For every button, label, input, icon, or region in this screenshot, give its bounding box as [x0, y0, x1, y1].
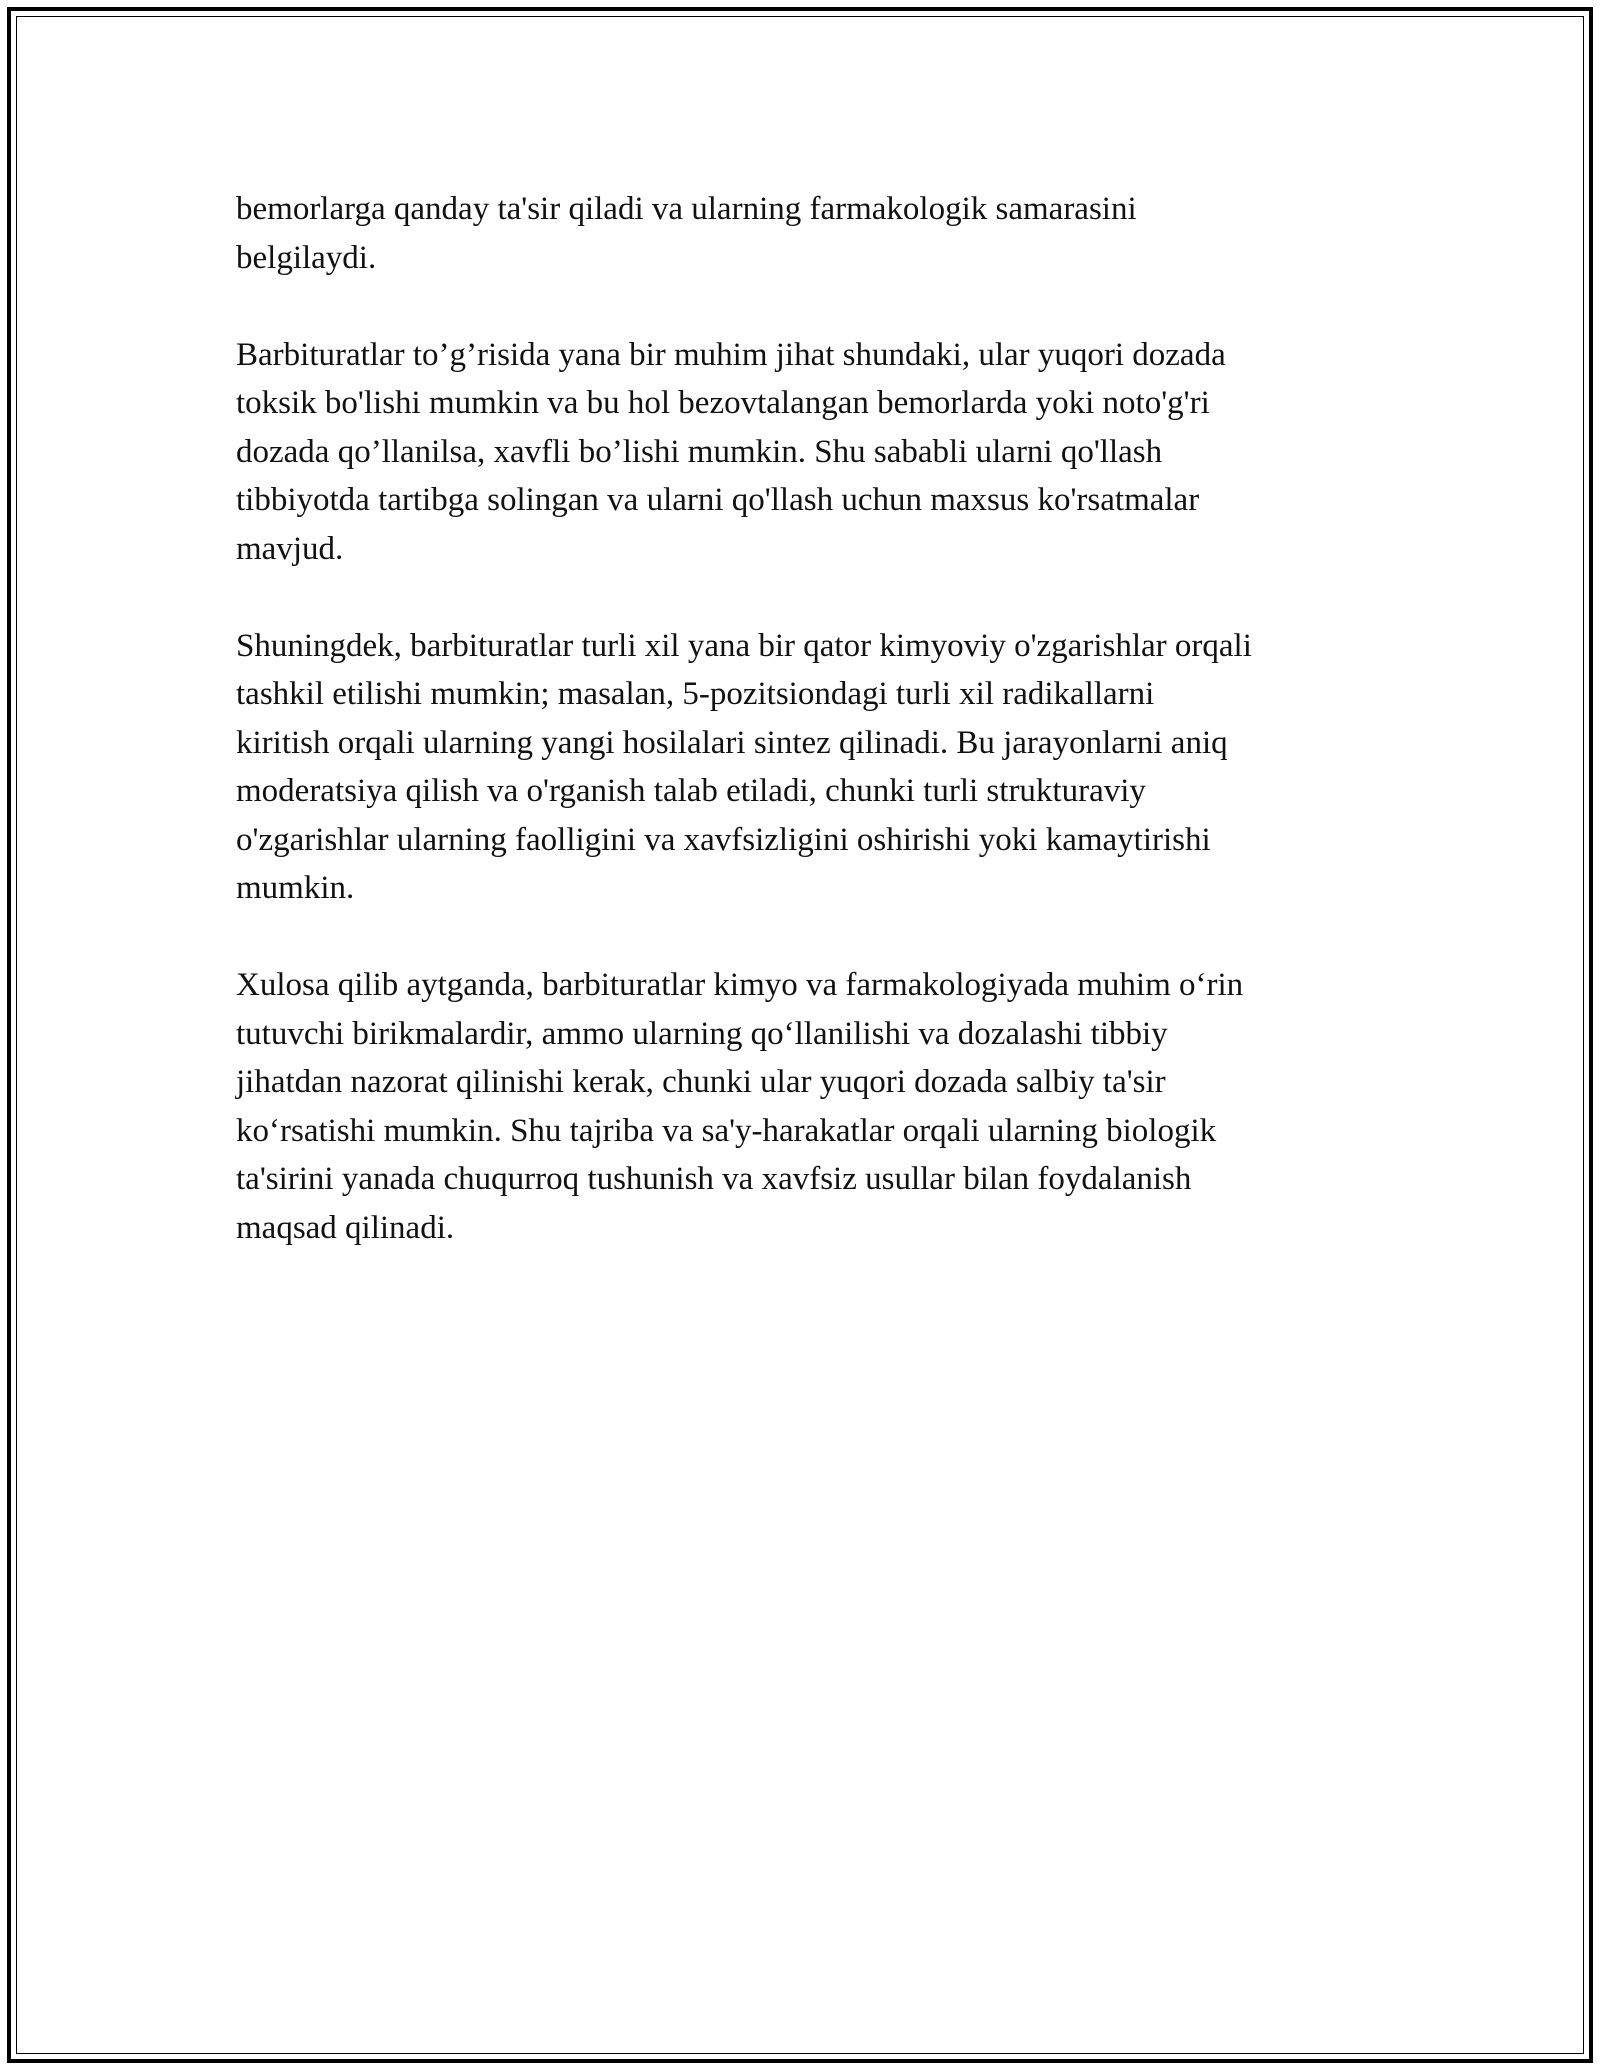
text-line: o'zgarishlar ularning faolligini va xavfsizligini oshirishi yoki kamaytirishi: [236, 821, 1211, 858]
paragraph-4: [236, 961, 1376, 1252]
text-line: jihatdan nazorat qilinishi kerak, chunki ular yuqori dozada salbiy ta'sir: [236, 1064, 1166, 1100]
text-line: tashkil etilishi mumkin; masalan, 5-pozitsiondagi turli xil radikallarni: [236, 676, 1155, 712]
text-line: mavjud.: [236, 530, 344, 567]
paragraph-2: [236, 331, 1376, 574]
text-line: bemorlarga qanday ta'sir qiladi va ularning farmakologik samarasini: [236, 191, 1137, 227]
text-line: moderatsiya qilish va o'rganish talab etiladi, chunki turli strukturaviy: [236, 773, 1146, 809]
text-line: toksik bo'lishi mumkin va bu hol bezovtalangan bemorlarda yoki noto'g'ri: [236, 385, 1210, 421]
text-line: ko‘rsatishi mumkin. Shu tajriba va sa'y-harakatlar orqali ularning biologik: [236, 1112, 1217, 1149]
text-line: maqsad qilinadi.: [236, 1209, 455, 1246]
text-line: ta'sirini yanada chuqurroq tushunish va xavfsiz usullar bilan foydalanish: [236, 1161, 1192, 1197]
text-line: kiritish orqali ularning yangi hosilalari sintez qilinadi. Bu jarayonlarni aniq: [236, 724, 1228, 761]
text-line: dozada qo’llanilsa, xavfli bo’lishi mumkin. Shu sababli ularni qo'llash: [236, 433, 1163, 470]
document-body: [236, 185, 1376, 1301]
text-line: Barbituratlar to’g’risida yana bir muhim jihat shundaki, ular yuqori dozada: [236, 336, 1226, 373]
text-line: mumkin.: [236, 870, 355, 906]
text-line: Xulosa qilib aytganda, barbituratlar kimyo va farmakologiyada muhim o‘rin: [236, 967, 1244, 1003]
paragraph-3: [236, 622, 1376, 913]
text-line: tutuvchi birikmalardir, ammo ularning qo‘llanilishi va dozalashi tibbiy: [236, 1015, 1168, 1052]
text-line: belgilaydi.: [236, 239, 377, 276]
text-line: tibbiyotda tartibga solingan va ularni qo'llash uchun maxsus ko'rsatmalar: [236, 482, 1200, 518]
text-line: Shuningdek, barbituratlar turli xil yana bir qator kimyoviy o'zgarishlar orqali: [236, 627, 1252, 664]
paragraph-1: [236, 185, 1376, 282]
